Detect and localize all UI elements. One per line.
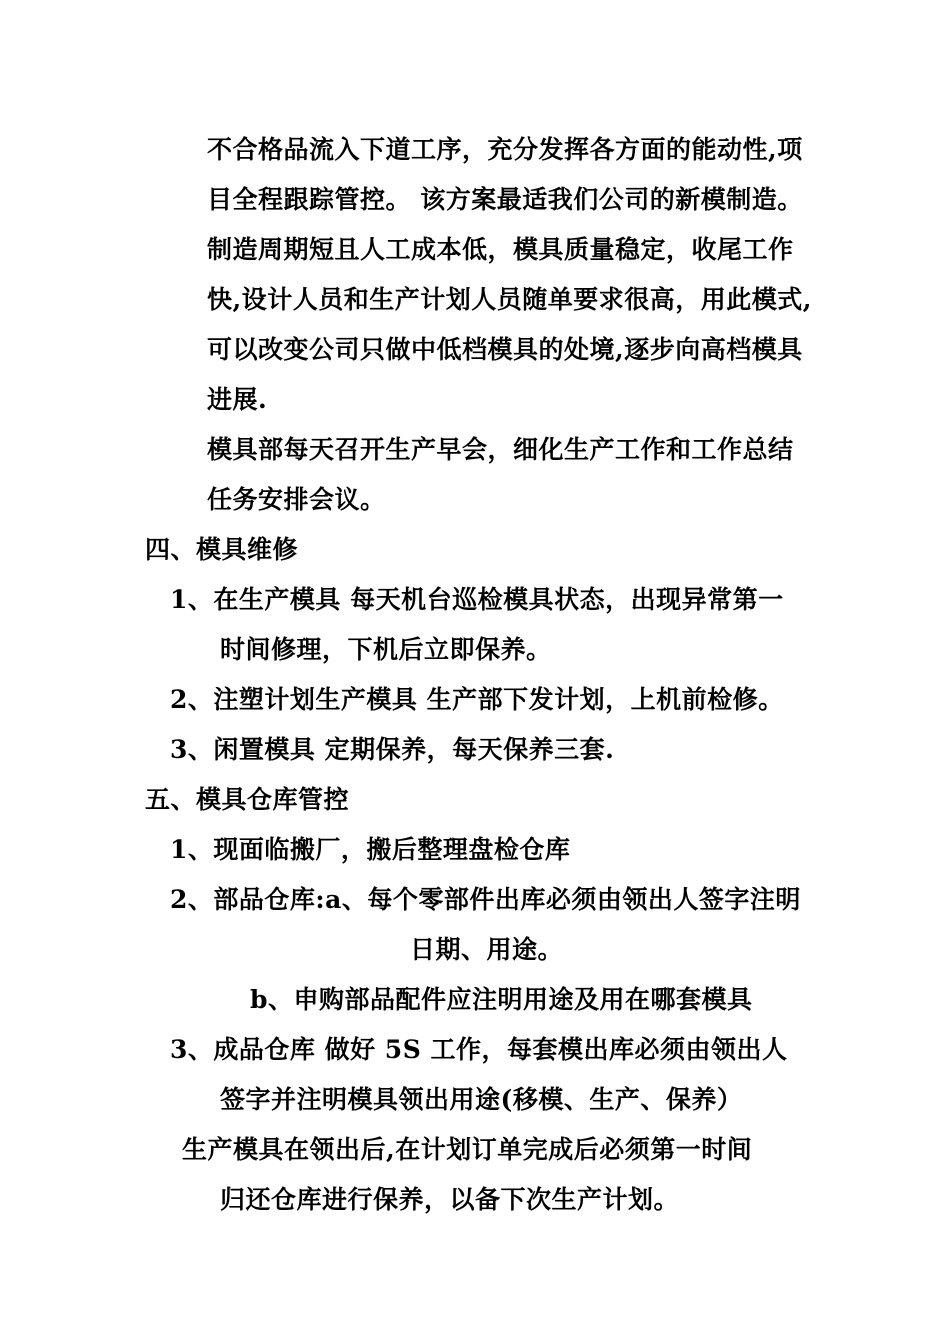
list-item: 3、成品仓库 做好 5S 工作，每套模出库必须由领出人 bbox=[170, 1035, 788, 1064]
list-item-continuation: 签字并注明模具领出用途(移模、生产、保养） bbox=[220, 1085, 743, 1114]
paragraph-line: 可以改变公司只做中低档模具的处境,逐步向高档模具 bbox=[207, 335, 803, 364]
paragraph-line: 模具部每天召开生产早会，细化生产工作和工作总结 bbox=[207, 435, 794, 464]
list-item: 2、注塑计划生产模具 生产部下发计划，上机前检修。 bbox=[170, 685, 784, 714]
section-heading: 五、模具仓库管控 bbox=[145, 785, 350, 814]
paragraph-line: 生产模具在领出后,在计划订单完成后必须第一时间 bbox=[182, 1135, 753, 1164]
list-item-continuation: 时间修理，下机后立即保养。 bbox=[220, 635, 552, 664]
list-item-continuation: 日期、用途。 bbox=[410, 935, 564, 964]
paragraph-line: 进展. bbox=[207, 385, 268, 414]
list-item: 2、部品仓库:a、每个零部件出库必须由领出人签字注明 bbox=[170, 885, 801, 914]
paragraph-line: 目全程跟踪管控。 该方案最适我们公司的新模制造。 bbox=[207, 185, 803, 214]
list-item: 1、现面临搬厂，搬后整理盘检仓库 bbox=[170, 835, 571, 864]
paragraph-line: 制造周期短且人工成本低，模具质量稳定，收尾工作 bbox=[207, 235, 794, 264]
paragraph-line: 归还仓库进行保养，以备下次生产计划。 bbox=[220, 1185, 680, 1214]
section-heading: 四、模具维修 bbox=[145, 535, 299, 564]
list-item: 3、闲置模具 定期保养，每天保养三套. bbox=[170, 735, 615, 764]
paragraph-line: 不合格品流入下道工序，充分发挥各方面的能动性,项 bbox=[207, 135, 803, 164]
list-item: 1、在生产模具 每天机台巡检模具状态，出现异常第一 bbox=[170, 585, 784, 614]
paragraph-line: 快,设计人员和生产计划人员随单要求很高，用此模式, bbox=[207, 285, 812, 314]
sub-list-item: b、申购部品配件应注明用途及用在哪套模具 bbox=[250, 985, 753, 1014]
paragraph-line: 任务安排会议。 bbox=[207, 485, 386, 514]
